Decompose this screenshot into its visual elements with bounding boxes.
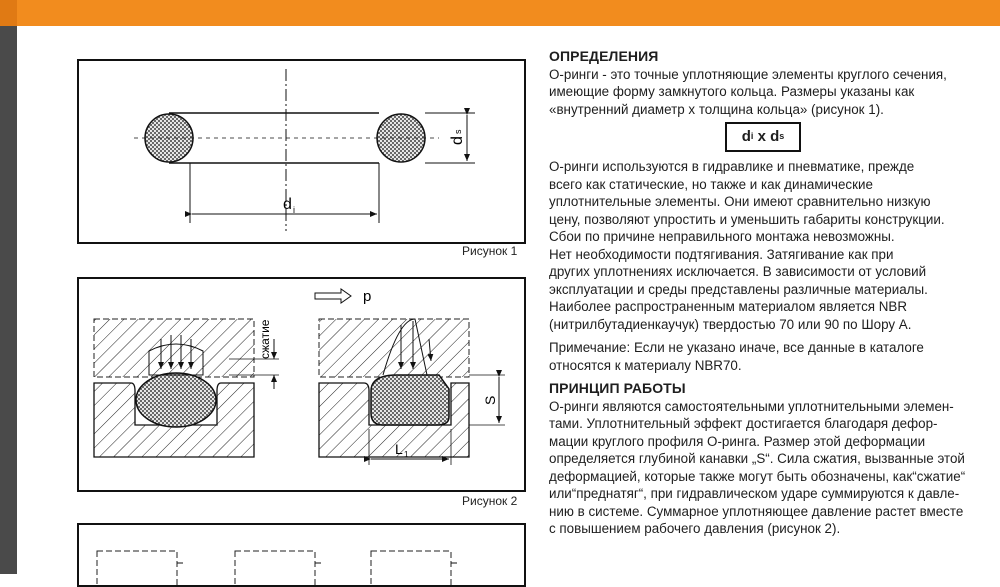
right-top-housing — [319, 319, 469, 377]
top-orange-band — [0, 0, 1000, 26]
oring-diagram — [79, 61, 524, 242]
s-label: S — [482, 395, 498, 405]
figure-2-caption: Рисунок 2 — [462, 494, 518, 508]
definitions-body-line: Наиболее распространенным материалом является NBR — [549, 299, 908, 314]
figure-2-compression — [77, 277, 526, 492]
di-label: d — [283, 196, 292, 213]
definitions-body-line: цену, позволяют упростить и уменьшить габариты конструкции. — [549, 211, 945, 227]
definitions-body-line: Сбои по причине неправильного монтажа невозможны. — [549, 229, 895, 244]
figure-1-oring-dimensions — [77, 59, 526, 244]
principle-body-line: определяется глубиной канавки „S“. Сила сжатия, вызванные этой — [549, 451, 965, 466]
left-top-housing — [94, 319, 254, 377]
pressure-label: p — [363, 288, 372, 305]
svg-text:1: 1 — [404, 450, 409, 459]
note-line: относятся к материалу NBR70. — [549, 357, 742, 373]
definitions-body-line: Нет необходимости подтягивания. Затягивание как при — [549, 246, 894, 262]
definitions-body-line: других уплотнениях исключается. В зависимости от условий — [549, 264, 927, 279]
definitions-body-line: всего как статические, но также и как динамические — [549, 176, 873, 192]
right-oring-pressurized — [371, 375, 449, 425]
pressure-arrow-icon — [315, 289, 351, 303]
svg-text:s: s — [453, 129, 463, 134]
left-dark-band — [0, 0, 17, 574]
principle-body-line: с повышением рабочего давления (рисунок 2). — [549, 521, 841, 536]
figure-1-caption: Рисунок 1 — [462, 244, 518, 258]
compression-diagram — [79, 279, 524, 490]
principle-body-line: тами. Уплотнительный эффект достигается благодаря дефор- — [549, 416, 938, 431]
size-formula-box: d i x d s — [725, 122, 801, 152]
note-line: Примечание: Если не указано иначе, все данные в каталоге — [549, 340, 924, 355]
definitions-heading: ОПРЕДЕЛЕНИЯ — [549, 48, 659, 64]
principle-body-line: деформацией, которые также могут быть обозначены, как“сжатие“ — [549, 468, 966, 484]
definitions-intro-line: О-ринги - это точные уплотняющие элементы круглого сечения, — [549, 66, 947, 82]
left-band-cap — [0, 0, 17, 26]
text-column — [549, 48, 979, 538]
principle-body-line: О-ринги являются самостоятельными уплотнительными элемен- — [549, 398, 954, 414]
ds-label: d — [449, 136, 466, 145]
l1-label: L — [395, 441, 403, 457]
principle-body-line: нию в системе. Суммарное уплотняющее давление растет вместе — [549, 503, 964, 519]
definitions-intro-line: «внутренний диаметр х толщина кольца» (рисунок 1). — [549, 101, 884, 117]
figure-3-diagram — [79, 525, 524, 585]
definitions-body-line: О-ринги используются в гидравлике и пневматике, прежде — [549, 159, 915, 174]
definitions-body-line: (нитрилбутадиенкаучук) твердостью 70 или 90 по Шору А. — [549, 316, 912, 332]
figure-3-partial — [77, 523, 526, 587]
principle-body-line: мации круглого профиля О-ринга. Размер этой деформации — [549, 433, 926, 449]
svg-text:i: i — [293, 205, 295, 215]
definitions-intro-line: имеющие форму замкнутого кольца. Размеры указаны как — [549, 84, 915, 99]
definitions-body-line: эксплуатации и среды представлены различные материалы. — [549, 281, 928, 297]
definitions-body-line: уплотнительные элементы. Они имеют сравнительно низкую — [549, 194, 931, 209]
left-oring-compressed — [136, 373, 216, 427]
principle-body-line: или“преднатяг“, при гидравлическом ударе суммируются к давле- — [549, 486, 960, 501]
compression-label: сжатие — [258, 319, 272, 359]
principle-heading: ПРИНЦИП РАБОТЫ — [549, 380, 686, 396]
formula-container — [549, 118, 979, 158]
